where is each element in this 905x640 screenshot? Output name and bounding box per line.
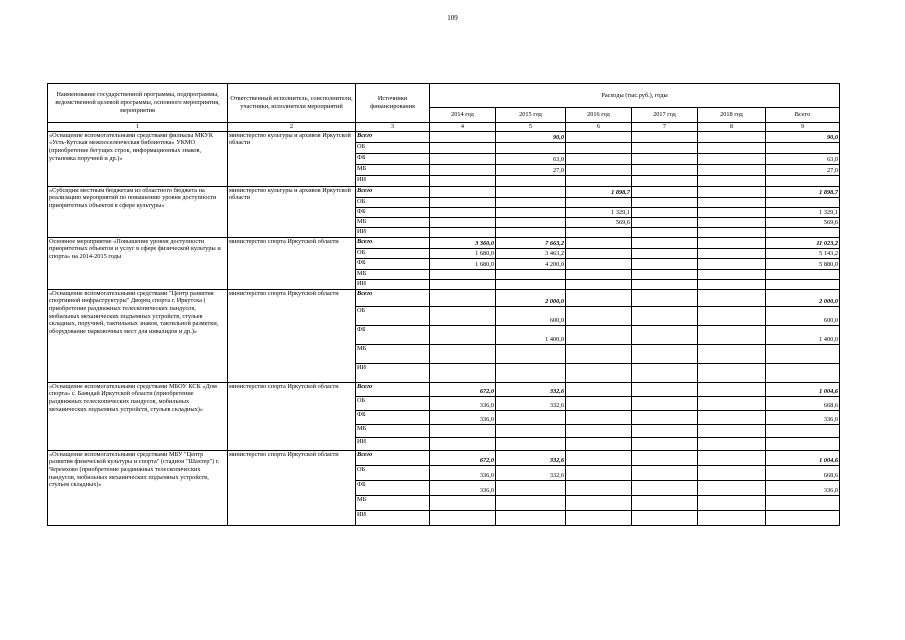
total-value: 5 880,0: [766, 258, 840, 269]
year-value: 1 898,7: [566, 186, 632, 197]
year-value: 332,6: [496, 382, 566, 396]
year-value: 1 680,0: [430, 258, 496, 269]
year-value: [698, 258, 766, 269]
year-value: [698, 269, 766, 279]
year-value: [430, 306, 496, 325]
year-value: [698, 382, 766, 396]
year-value: 600,0: [496, 306, 566, 325]
year-value: [566, 325, 632, 344]
year-value: [496, 269, 566, 279]
total-value: [766, 175, 840, 186]
year-value: [496, 363, 566, 382]
responsible-executor: министерство культуры и архивов Иркутской области: [228, 131, 356, 186]
year-value: [430, 186, 496, 197]
year-value: 7 663,2: [496, 237, 566, 248]
table-row: [48, 237, 840, 248]
year-value: [496, 142, 566, 153]
table-row: [48, 131, 840, 142]
event-name: Основное мероприятие «Повышение уровня доступности приоритетных объектов и услуг в сфере физической культуры и спорта» на 2014-2015 годы: [48, 237, 228, 289]
col-number: 6: [566, 123, 632, 132]
year-value: 4 200,0: [496, 258, 566, 269]
responsible-executor: министерство спорта Иркутской области: [228, 289, 356, 382]
year-value: 336,0: [430, 396, 496, 410]
page-number: 109: [447, 14, 458, 22]
funding-source: ИИ: [356, 510, 430, 525]
year-value: [632, 396, 698, 410]
event-name: «Оснащение вспомогательными средствами МБОУ КСК «Дом спорта» с. Баяндай Иркутской области (приобретение раздвижных телескопических пандусов, мобильных механических подъемных устройств, стульев складных)»: [48, 382, 228, 450]
year-value: [698, 237, 766, 248]
total-value: 11 023,2: [766, 237, 840, 248]
funding-source: Всего: [356, 289, 430, 306]
year-value: [632, 344, 698, 363]
table-row: [48, 382, 840, 396]
year-value: [430, 197, 496, 207]
funding-source: МБ: [356, 217, 430, 227]
year-value: [566, 164, 632, 175]
funding-source: ИИ: [356, 175, 430, 186]
col-number: 4: [430, 123, 496, 132]
year-value: [566, 450, 632, 465]
total-value: 5 143,2: [766, 248, 840, 258]
funding-source: ОБ: [356, 248, 430, 258]
table-row: [48, 450, 840, 465]
year-value: [430, 227, 496, 237]
funding-source: ОБ: [356, 306, 430, 325]
year-value: [430, 344, 496, 363]
year-value: [698, 142, 766, 153]
year-value: [632, 480, 698, 495]
year-value: [566, 289, 632, 306]
year-value: [430, 142, 496, 153]
funding-source: МБ: [356, 424, 430, 437]
total-value: [766, 363, 840, 382]
year-value: [698, 197, 766, 207]
year-value: 332,6: [496, 465, 566, 480]
year-value: [632, 306, 698, 325]
total-value: [766, 197, 840, 207]
year-value: [430, 424, 496, 437]
header-expenses: Расходы (тыс.руб.), годы: [430, 84, 840, 108]
year-value: [566, 344, 632, 363]
year-value: 672,0: [430, 382, 496, 396]
table-row: [48, 186, 840, 197]
year-value: 2 000,0: [496, 289, 566, 306]
year-value: [566, 306, 632, 325]
header-year: 2015 год: [496, 108, 566, 123]
year-value: [566, 131, 632, 142]
year-value: [698, 450, 766, 465]
year-value: [566, 396, 632, 410]
year-value: [632, 424, 698, 437]
total-value: 27,0: [766, 164, 840, 175]
header-year: 2017 год: [632, 108, 698, 123]
year-value: [632, 248, 698, 258]
year-value: [632, 197, 698, 207]
total-value: [766, 269, 840, 279]
year-value: [566, 142, 632, 153]
year-value: [632, 217, 698, 227]
year-value: 336,0: [430, 480, 496, 495]
year-value: [632, 325, 698, 344]
funding-source: МБ: [356, 344, 430, 363]
year-value: [632, 450, 698, 465]
col-number: 7: [632, 123, 698, 132]
total-value: 668,6: [766, 396, 840, 410]
funding-source: ФБ: [356, 325, 430, 344]
total-value: 600,0: [766, 306, 840, 325]
year-value: 336,0: [430, 410, 496, 424]
year-value: [496, 227, 566, 237]
event-name: «Субсидии местным бюджетам из областного бюджета на реализацию мероприятий по повышению уровня доступности приоритетных объектов в сфере культуры»: [48, 186, 228, 237]
year-value: [632, 269, 698, 279]
year-value: [430, 153, 496, 164]
year-value: [632, 207, 698, 217]
year-value: [698, 465, 766, 480]
year-value: [496, 495, 566, 510]
year-value: [698, 437, 766, 450]
year-value: [698, 510, 766, 525]
year-value: 1 329,1: [566, 207, 632, 217]
col-number: 9: [766, 123, 840, 132]
year-value: [430, 363, 496, 382]
year-value: [632, 279, 698, 289]
year-value: [632, 510, 698, 525]
year-value: [566, 258, 632, 269]
year-value: [698, 175, 766, 186]
year-value: [632, 410, 698, 424]
year-value: 3 360,0: [430, 237, 496, 248]
funding-source: ФБ: [356, 480, 430, 495]
year-value: [496, 217, 566, 227]
year-value: [566, 237, 632, 248]
year-value: [566, 480, 632, 495]
event-name: «Оснащение вспомогательными средствами "Центр развития спортивной инфраструктуры" Дворец спорта г. Иркутска ( приобретение раздвижных телескопических пандусов, мобильных механических подъемных устройств, стульев складных, поручней, тактильных знаков, тактильной разметки, оборудование парковочных мест для инвалидов и др.)»: [48, 289, 228, 382]
year-value: [430, 207, 496, 217]
total-value: 1 004,6: [766, 450, 840, 465]
year-value: [566, 410, 632, 424]
total-value: 336,0: [766, 410, 840, 424]
year-value: [566, 424, 632, 437]
year-value: [632, 495, 698, 510]
year-value: 336,0: [430, 465, 496, 480]
year-value: [698, 186, 766, 197]
year-value: [632, 437, 698, 450]
funding-source: МБ: [356, 164, 430, 175]
year-value: [698, 289, 766, 306]
total-value: 63,0: [766, 153, 840, 164]
year-value: [496, 175, 566, 186]
year-value: [698, 217, 766, 227]
year-value: [698, 306, 766, 325]
total-value: [766, 279, 840, 289]
total-value: 1 004,6: [766, 382, 840, 396]
year-value: [430, 269, 496, 279]
total-value: [766, 437, 840, 450]
year-value: 3 463,2: [496, 248, 566, 258]
total-value: 1 400,0: [766, 325, 840, 344]
year-value: [566, 382, 632, 396]
year-value: [632, 153, 698, 164]
responsible-executor: министерство культуры и архивов Иркутской области: [228, 186, 356, 237]
year-value: [632, 227, 698, 237]
col-number: 1: [48, 123, 228, 132]
year-value: [698, 495, 766, 510]
year-value: [632, 382, 698, 396]
year-value: [430, 289, 496, 306]
year-value: [698, 207, 766, 217]
year-value: [496, 279, 566, 289]
funding-source: Всего: [356, 131, 430, 142]
year-value: [698, 227, 766, 237]
year-value: [698, 248, 766, 258]
col-number: 2: [228, 123, 356, 132]
year-value: 63,0: [496, 153, 566, 164]
year-value: [566, 227, 632, 237]
funding-source: ИИ: [356, 363, 430, 382]
year-value: [566, 175, 632, 186]
event-name: «Оснащение вспомогательными средствами МБУ "Центр развития физической культуры и спорта" (стадион "Шахтер") г. Черемхово (приобретение раздвижных телескопических пандусов, мобильных механических подъемных устройств, стульев складных)»: [48, 450, 228, 525]
total-value: [766, 510, 840, 525]
funding-source: Всего: [356, 186, 430, 197]
total-value: 668,6: [766, 465, 840, 480]
col-number: 3: [356, 123, 430, 132]
year-value: [566, 153, 632, 164]
funding-source: ОБ: [356, 465, 430, 480]
year-value: [430, 510, 496, 525]
funding-source: ИИ: [356, 437, 430, 450]
year-value: 1 680,0: [430, 248, 496, 258]
funding-source: Всего: [356, 450, 430, 465]
year-value: [566, 363, 632, 382]
year-value: [698, 164, 766, 175]
year-value: [698, 410, 766, 424]
responsible-executor: министерство спорта Иркутской области: [228, 382, 356, 450]
year-value: [698, 396, 766, 410]
year-value: [496, 344, 566, 363]
year-value: [430, 164, 496, 175]
header-source: Источники финансирования: [356, 84, 430, 123]
funding-source: ФБ: [356, 153, 430, 164]
year-value: [632, 175, 698, 186]
funding-source: ФБ: [356, 410, 430, 424]
event-name: «Оснащение вспомогательными средствами филиалы МКУК «Усть-Кутская межпоселенческая библиотека» УКМО (приобретение бегущих строк, информационных знаков, установка поручней и др.)»: [48, 131, 228, 186]
year-value: [430, 279, 496, 289]
year-value: [496, 186, 566, 197]
year-value: [566, 437, 632, 450]
budget-table: [47, 83, 840, 526]
year-value: [566, 510, 632, 525]
year-value: [632, 237, 698, 248]
total-value: [766, 424, 840, 437]
header-executor: Ответственный исполнитель, соисполнители, участники, исполнители мероприятий: [228, 84, 356, 123]
year-value: [566, 495, 632, 510]
year-value: [496, 197, 566, 207]
year-value: [698, 363, 766, 382]
header-total: Всего: [766, 108, 840, 123]
funding-source: ОБ: [356, 396, 430, 410]
year-value: [632, 258, 698, 269]
year-value: [632, 142, 698, 153]
year-value: [496, 437, 566, 450]
funding-source: Всего: [356, 237, 430, 248]
year-value: [566, 465, 632, 480]
funding-source: МБ: [356, 495, 430, 510]
year-value: [430, 175, 496, 186]
funding-source: МБ: [356, 269, 430, 279]
year-value: [566, 269, 632, 279]
year-value: [698, 325, 766, 344]
year-value: [496, 424, 566, 437]
funding-source: ИИ: [356, 227, 430, 237]
table-body: [48, 131, 840, 525]
funding-source: ОБ: [356, 142, 430, 153]
funding-source: ИИ: [356, 279, 430, 289]
funding-source: ФБ: [356, 258, 430, 269]
year-value: [632, 465, 698, 480]
year-value: [566, 248, 632, 258]
year-value: 1 400,0: [496, 325, 566, 344]
total-value: 336,0: [766, 480, 840, 495]
year-value: [698, 480, 766, 495]
year-value: [496, 480, 566, 495]
year-value: [698, 131, 766, 142]
total-value: 569,6: [766, 217, 840, 227]
header-name: Наименование государственной программы, подпрограммы, ведомственной целевой программы, основного мероприятия, мероприятия: [48, 84, 228, 123]
total-value: [766, 344, 840, 363]
responsible-executor: министерство спорта Иркутской области: [228, 450, 356, 525]
year-value: 332,6: [496, 396, 566, 410]
col-number: 5: [496, 123, 566, 132]
year-value: 90,0: [496, 131, 566, 142]
total-value: [766, 142, 840, 153]
total-value: [766, 227, 840, 237]
year-value: [430, 495, 496, 510]
header-year: 2016 год: [566, 108, 632, 123]
total-value: 90,0: [766, 131, 840, 142]
col-number: 8: [698, 123, 766, 132]
year-value: 27,0: [496, 164, 566, 175]
year-value: [698, 153, 766, 164]
year-value: [632, 289, 698, 306]
year-value: [698, 344, 766, 363]
year-value: 332,6: [496, 450, 566, 465]
year-value: [632, 164, 698, 175]
year-value: [496, 410, 566, 424]
year-value: [698, 424, 766, 437]
year-value: 672,0: [430, 450, 496, 465]
total-value: 2 000,0: [766, 289, 840, 306]
year-value: [496, 510, 566, 525]
year-value: [632, 131, 698, 142]
header-year: 2014 год: [430, 108, 496, 123]
total-value: [766, 495, 840, 510]
year-value: [566, 279, 632, 289]
year-value: [430, 325, 496, 344]
year-value: 569,6: [566, 217, 632, 227]
funding-source: ОБ: [356, 197, 430, 207]
year-value: [698, 279, 766, 289]
responsible-executor: министерство спорта Иркутской области: [228, 237, 356, 289]
total-value: 1 898,7: [766, 186, 840, 197]
year-value: [430, 131, 496, 142]
total-value: 1 329,1: [766, 207, 840, 217]
funding-source: ФБ: [356, 207, 430, 217]
funding-source: Всего: [356, 382, 430, 396]
table-row: [48, 289, 840, 306]
year-value: [632, 186, 698, 197]
year-value: [632, 363, 698, 382]
year-value: [496, 207, 566, 217]
header-year: 2018 год: [698, 108, 766, 123]
year-value: [430, 217, 496, 227]
year-value: [566, 197, 632, 207]
year-value: [430, 437, 496, 450]
